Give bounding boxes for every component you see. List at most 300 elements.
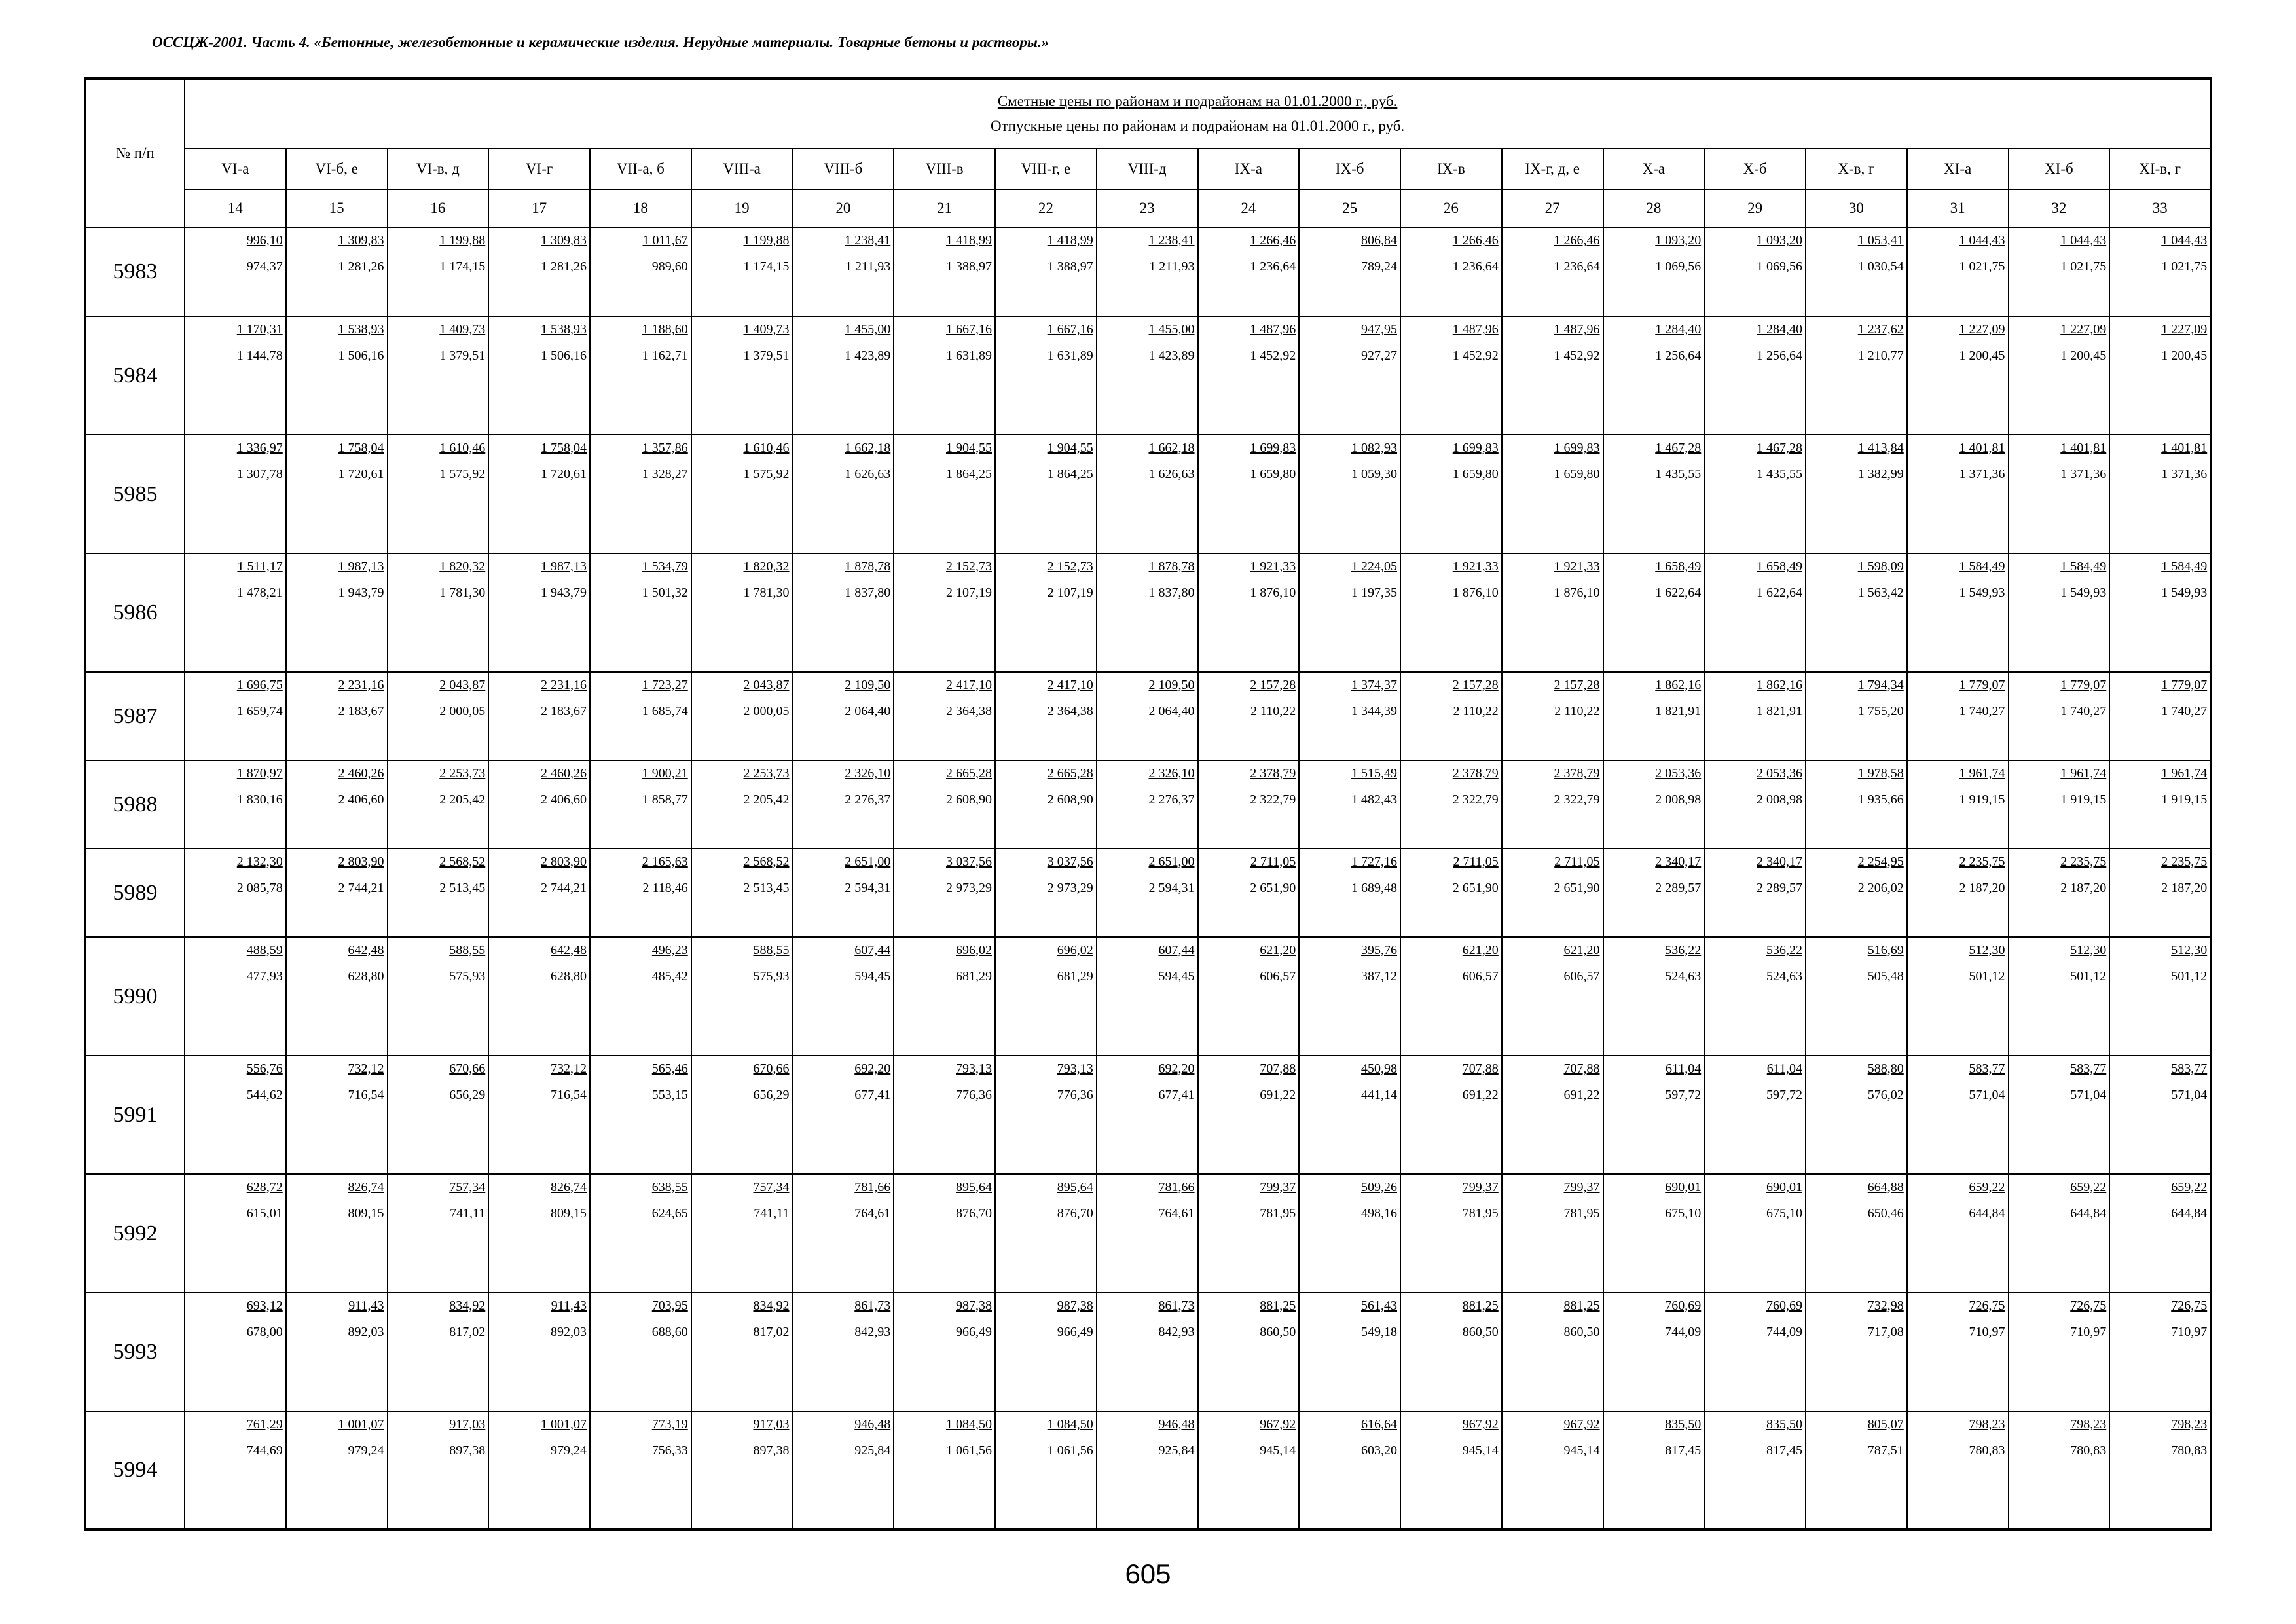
table-row — [85, 1056, 2211, 1174]
estimate-price: 2 711,05 — [1554, 855, 1600, 869]
price-cell — [995, 672, 1097, 760]
estimate-price: 1 610,46 — [439, 441, 486, 455]
price-cell — [2109, 553, 2211, 672]
price-cell — [1806, 435, 1907, 553]
price-cell — [894, 1056, 995, 1174]
region-header: XI-б — [2009, 149, 2110, 189]
estimate-price: 1 044,43 — [1959, 233, 2005, 248]
price-cell — [1704, 435, 1806, 553]
price-cell — [995, 937, 1097, 1056]
row-number: 5987 — [85, 672, 185, 760]
release-price: 1 379,51 — [439, 348, 486, 363]
release-price: 691,22 — [1260, 1088, 1296, 1102]
release-price: 2 973,29 — [946, 881, 992, 895]
price-cell — [286, 1411, 388, 1530]
estimate-price: 834,92 — [449, 1299, 486, 1313]
release-price: 1 200,45 — [2161, 348, 2208, 363]
price-cell — [286, 316, 388, 435]
release-price: 2 187,20 — [2060, 881, 2107, 895]
release-price: 2 744,21 — [338, 881, 384, 895]
release-price: 2 364,38 — [1047, 704, 1093, 718]
estimate-price: 799,37 — [1462, 1180, 1499, 1194]
table-row — [85, 672, 2211, 760]
estimate-price: 536,22 — [1766, 943, 1802, 957]
price-cell — [894, 1174, 995, 1293]
release-price: 1 030,54 — [1857, 259, 1904, 274]
price-cell — [1400, 1411, 1502, 1530]
release-price: 2 276,37 — [1148, 792, 1195, 807]
price-cell — [286, 1293, 388, 1411]
release-price: 1 919,15 — [1959, 792, 2005, 807]
column-number: 30 — [1806, 189, 1907, 227]
estimate-price: 798,23 — [2171, 1417, 2208, 1431]
estimate-price: 1 011,67 — [642, 233, 688, 248]
price-cell — [1502, 760, 1603, 849]
price-cell — [286, 227, 388, 316]
price-cell — [793, 435, 894, 553]
row-number: 5989 — [85, 849, 185, 937]
region-header: VI-б, е — [286, 149, 388, 189]
estimate-price: 895,64 — [956, 1180, 992, 1194]
price-cell — [1097, 1056, 1198, 1174]
price-cell — [1097, 1174, 1198, 1293]
price-cell — [793, 1293, 894, 1411]
release-price: 594,45 — [854, 969, 891, 984]
release-price: 1 236,64 — [1250, 259, 1296, 274]
estimate-price: 642,48 — [551, 943, 587, 957]
release-price: 2 000,05 — [743, 704, 790, 718]
price-cell — [1907, 435, 2009, 553]
estimate-price: 1 699,83 — [1250, 441, 1296, 455]
release-price: 677,41 — [854, 1088, 891, 1102]
price-cell — [1299, 672, 1400, 760]
release-price: 741,11 — [754, 1206, 790, 1221]
estimate-price: 1 758,04 — [541, 441, 587, 455]
release-price: 1 659,80 — [1452, 467, 1499, 481]
price-cell — [995, 1293, 1097, 1411]
estimate-price: 1 467,28 — [1655, 441, 1702, 455]
release-price: 1 837,80 — [1148, 585, 1195, 600]
release-price: 644,84 — [1969, 1206, 2005, 1221]
price-cell — [691, 553, 793, 672]
price-cell — [590, 435, 691, 553]
price-cell — [2009, 227, 2110, 316]
release-price: 1 864,25 — [1047, 467, 1093, 481]
price-cell — [286, 937, 388, 1056]
estimate-price: 1 662,18 — [845, 441, 891, 455]
estimate-price: 2 417,10 — [1047, 678, 1093, 692]
price-cell — [1502, 1174, 1603, 1293]
estimate-price: 1 227,09 — [2161, 322, 2208, 337]
estimate-price: 1 538,93 — [338, 322, 384, 337]
release-price: 2 183,67 — [338, 704, 384, 718]
release-price: 2 651,90 — [1250, 881, 1296, 895]
estimate-price: 1 584,49 — [1959, 559, 2005, 574]
estimate-price: 826,74 — [348, 1180, 384, 1194]
estimate-price: 781,66 — [854, 1180, 891, 1194]
price-cell — [1097, 227, 1198, 316]
release-price: 603,20 — [1361, 1443, 1397, 1458]
column-number: 18 — [590, 189, 691, 227]
estimate-price: 616,64 — [1361, 1417, 1397, 1431]
release-price: 842,93 — [854, 1325, 891, 1339]
estimate-price: 1 238,41 — [1148, 233, 1195, 248]
table-row — [85, 937, 2211, 1056]
release-price: 501,12 — [2070, 969, 2107, 984]
estimate-price: 793,13 — [1057, 1061, 1093, 1076]
price-cell — [590, 227, 691, 316]
release-price: 2 322,79 — [1554, 792, 1600, 807]
release-price: 1 626,63 — [845, 467, 891, 481]
price-cell — [2009, 553, 2110, 672]
estimate-price: 1 658,49 — [1655, 559, 1702, 574]
price-cell — [894, 316, 995, 435]
release-price: 606,57 — [1462, 969, 1499, 984]
estimate-price: 835,50 — [1665, 1417, 1702, 1431]
estimate-price: 2 651,00 — [1148, 855, 1195, 869]
release-price: 628,80 — [348, 969, 384, 984]
price-cell — [1704, 937, 1806, 1056]
release-price: 2 110,22 — [1453, 704, 1499, 718]
release-price: 1 174,15 — [743, 259, 790, 274]
estimate-price: 1 093,20 — [1757, 233, 1802, 248]
estimate-price: 1 418,99 — [946, 233, 992, 248]
price-cell — [388, 760, 489, 849]
estimate-price: 659,22 — [1969, 1180, 2005, 1194]
price-cell — [185, 316, 286, 435]
estimate-price: 2 711,05 — [1250, 855, 1296, 869]
price-cell — [1603, 227, 1705, 316]
estimate-price: 1 779,07 — [1959, 678, 2005, 692]
price-cell — [1502, 1411, 1603, 1530]
estimate-price: 1 284,40 — [1757, 322, 1802, 337]
release-price: 2 205,42 — [743, 792, 790, 807]
price-cell — [793, 553, 894, 672]
price-cell — [1603, 435, 1705, 553]
price-cell — [1400, 553, 1502, 672]
region-header: X-в, г — [1806, 149, 1907, 189]
release-price: 656,29 — [753, 1088, 790, 1102]
price-cell — [793, 227, 894, 316]
estimate-price: 732,12 — [348, 1061, 384, 1076]
release-price: 744,09 — [1665, 1325, 1702, 1339]
price-cell — [793, 1411, 894, 1530]
estimate-price: 761,29 — [246, 1417, 283, 1431]
table-row — [85, 227, 2211, 316]
price-cell — [1806, 227, 1907, 316]
release-price: 1 344,39 — [1351, 704, 1397, 718]
estimate-price: 2 235,75 — [2161, 855, 2208, 869]
release-price: 716,54 — [551, 1088, 587, 1102]
price-cell — [1400, 316, 1502, 435]
price-cell — [1400, 435, 1502, 553]
table-row — [85, 760, 2211, 849]
price-cell — [488, 553, 590, 672]
estimate-price: 1 266,46 — [1452, 233, 1499, 248]
estimate-price: 861,73 — [1158, 1299, 1195, 1313]
release-price: 1 919,15 — [2060, 792, 2107, 807]
estimate-price: 2 053,36 — [1757, 766, 1802, 781]
price-cell — [1603, 849, 1705, 937]
release-price: 1 506,16 — [338, 348, 384, 363]
price-cell — [1299, 435, 1400, 553]
price-cell — [2009, 937, 2110, 1056]
estimate-price: 1 199,88 — [439, 233, 486, 248]
column-number: 29 — [1704, 189, 1806, 227]
estimate-price: 2 378,79 — [1250, 766, 1296, 781]
release-price: 925,84 — [854, 1443, 891, 1458]
estimate-price: 583,77 — [2070, 1061, 2107, 1076]
price-cell — [488, 760, 590, 849]
estimate-price: 628,72 — [246, 1180, 283, 1194]
release-price: 1 631,89 — [946, 348, 992, 363]
price-cell — [1299, 760, 1400, 849]
estimate-price: 757,34 — [753, 1180, 790, 1194]
price-cell — [1806, 672, 1907, 760]
price-cell — [1603, 672, 1705, 760]
release-price: 781,95 — [1563, 1206, 1600, 1221]
release-price: 860,50 — [1462, 1325, 1499, 1339]
price-cell — [2109, 1411, 2211, 1530]
release-price: 776,36 — [1057, 1088, 1093, 1102]
estimate-price: 732,12 — [551, 1061, 587, 1076]
estimate-price: 2 711,05 — [1453, 855, 1499, 869]
release-price: 1 069,56 — [1655, 259, 1702, 274]
price-cell — [590, 937, 691, 1056]
price-cell — [185, 849, 286, 937]
price-cell — [995, 1056, 1097, 1174]
document-header: ОССЦЖ-2001. Часть 4. «Бетонные, железобетонные и керамические изделия. Нерудные материалы. Товарные бетоны и растворы.» — [152, 34, 1049, 50]
price-cell — [2109, 760, 2211, 849]
release-price: 1 281,26 — [338, 259, 384, 274]
estimate-price: 1 309,83 — [541, 233, 587, 248]
estimate-price: 2 378,79 — [1554, 766, 1600, 781]
price-cell — [691, 672, 793, 760]
release-price: 2 107,19 — [1047, 585, 1093, 600]
table-title — [185, 79, 2211, 149]
price-cell — [590, 1411, 691, 1530]
price-cell — [1907, 937, 2009, 1056]
estimate-price: 732,98 — [1867, 1299, 1904, 1313]
price-cell — [1097, 760, 1198, 849]
release-price: 1 659,80 — [1250, 467, 1296, 481]
column-number: 19 — [691, 189, 793, 227]
estimate-price: 967,92 — [1462, 1417, 1499, 1431]
price-cell — [1704, 316, 1806, 435]
estimate-price: 1 584,49 — [2161, 559, 2208, 574]
estimate-price: 1 227,09 — [2060, 322, 2107, 337]
release-price: 1 858,77 — [642, 792, 688, 807]
price-cell — [2109, 1056, 2211, 1174]
estimate-price: 2 157,28 — [1452, 678, 1499, 692]
price-cell — [1502, 1293, 1603, 1411]
release-price: 744,69 — [246, 1443, 283, 1458]
estimate-price: 690,01 — [1766, 1180, 1802, 1194]
price-cell — [894, 760, 995, 849]
release-price: 945,14 — [1462, 1443, 1499, 1458]
release-price: 1 549,93 — [2161, 585, 2208, 600]
price-cell — [1400, 1174, 1502, 1293]
release-price: 644,84 — [2171, 1206, 2208, 1221]
price-cell — [1806, 849, 1907, 937]
price-cell — [488, 1174, 590, 1293]
release-price: 781,95 — [1462, 1206, 1499, 1221]
estimate-price: 692,20 — [854, 1061, 891, 1076]
price-cell — [793, 316, 894, 435]
estimate-price: 967,92 — [1260, 1417, 1296, 1431]
estimate-price: 1 921,33 — [1250, 559, 1296, 574]
region-header: VI-а — [185, 149, 286, 189]
price-cell — [388, 849, 489, 937]
price-cell — [793, 672, 894, 760]
price-cell — [2109, 435, 2211, 553]
estimate-price: 583,77 — [1969, 1061, 2005, 1076]
release-price: 945,14 — [1563, 1443, 1600, 1458]
estimate-price: 1 961,74 — [2161, 766, 2208, 781]
estimate-price: 565,46 — [651, 1061, 688, 1076]
column-number-row — [85, 189, 2211, 227]
price-cell — [995, 435, 1097, 553]
price-cell — [2109, 1293, 2211, 1411]
release-price: 860,50 — [1563, 1325, 1600, 1339]
price-cell — [388, 1174, 489, 1293]
price-cell — [388, 1411, 489, 1530]
estimate-price: 1 170,31 — [236, 322, 283, 337]
release-price: 2 064,40 — [845, 704, 891, 718]
estimate-price: 2 340,17 — [1757, 855, 1802, 869]
price-cell — [1299, 1293, 1400, 1411]
release-price: 656,29 — [449, 1088, 486, 1102]
release-price: 1 382,99 — [1857, 467, 1904, 481]
release-price: 1 061,56 — [1047, 1443, 1093, 1458]
price-cell — [1704, 672, 1806, 760]
release-price: 744,09 — [1766, 1325, 1802, 1339]
release-price: 1 622,64 — [1655, 585, 1702, 600]
price-cell — [1299, 227, 1400, 316]
estimate-price: 1 266,46 — [1554, 233, 1600, 248]
release-price: 787,51 — [1867, 1443, 1904, 1458]
estimate-price: 516,69 — [1867, 943, 1904, 957]
price-cell — [1806, 1293, 1907, 1411]
estimate-price: 664,88 — [1867, 1180, 1904, 1194]
estimate-price: 1 696,75 — [236, 678, 283, 692]
estimate-price: 834,92 — [753, 1299, 790, 1313]
release-price: 945,14 — [1260, 1443, 1296, 1458]
release-price: 2 608,90 — [1047, 792, 1093, 807]
price-cell — [894, 227, 995, 316]
price-cell — [995, 227, 1097, 316]
estimate-price: 2 254,95 — [1857, 855, 1904, 869]
estimate-price: 1 238,41 — [845, 233, 891, 248]
release-price: 1 059,30 — [1351, 467, 1397, 481]
estimate-price: 2 235,75 — [2060, 855, 2107, 869]
price-cell — [1704, 1056, 1806, 1174]
release-price: 594,45 — [1158, 969, 1195, 984]
estimate-price: 799,37 — [1563, 1180, 1600, 1194]
estimate-price: 1 084,50 — [946, 1417, 992, 1431]
release-price: 979,24 — [348, 1443, 384, 1458]
release-price: 2 205,42 — [439, 792, 486, 807]
release-price: 897,38 — [449, 1443, 486, 1458]
estimate-price: 496,23 — [651, 943, 688, 957]
estimate-price: 2 231,16 — [541, 678, 587, 692]
price-cell — [1603, 760, 1705, 849]
estimate-price: 2 043,87 — [743, 678, 790, 692]
release-price: 2 744,21 — [541, 881, 587, 895]
estimate-price: 2 803,90 — [541, 855, 587, 869]
release-price: 2 594,31 — [1148, 881, 1195, 895]
release-price: 1 371,36 — [2060, 467, 2107, 481]
release-price: 387,12 — [1361, 969, 1397, 984]
price-cell — [1400, 760, 1502, 849]
release-price: 1 021,75 — [1959, 259, 2005, 274]
estimate-price: 996,10 — [246, 233, 283, 248]
row-number: 5986 — [85, 553, 185, 672]
region-header: IX-г, д, е — [1502, 149, 1603, 189]
release-price: 501,12 — [2171, 969, 2208, 984]
release-price: 1 256,64 — [1757, 348, 1802, 363]
release-price: 1 837,80 — [845, 585, 891, 600]
estimate-price: 536,22 — [1665, 943, 1702, 957]
price-cell — [1097, 553, 1198, 672]
price-cell — [1502, 1056, 1603, 1174]
estimate-price: 1 227,09 — [1959, 322, 2005, 337]
estimate-price: 726,75 — [1969, 1299, 2005, 1313]
release-price: 1 689,48 — [1351, 881, 1397, 895]
estimate-price: 1 284,40 — [1655, 322, 1702, 337]
price-cell — [590, 1293, 691, 1411]
release-price: 2 206,02 — [1857, 881, 1904, 895]
estimate-price: 1 409,73 — [439, 322, 486, 337]
price-cell — [488, 435, 590, 553]
release-price: 1 388,97 — [946, 259, 992, 274]
release-price: 1 720,61 — [541, 467, 587, 481]
price-cell — [185, 937, 286, 1056]
table-row — [85, 316, 2211, 435]
estimate-price: 917,03 — [449, 1417, 486, 1431]
price-cell — [1704, 553, 1806, 672]
price-cell — [590, 1174, 691, 1293]
release-price: 2 276,37 — [845, 792, 891, 807]
region-header: X-а — [1603, 149, 1705, 189]
price-cell — [1400, 227, 1502, 316]
table-row — [85, 553, 2211, 672]
price-cell — [1907, 227, 2009, 316]
estimate-price: 826,74 — [551, 1180, 587, 1194]
release-price: 624,65 — [651, 1206, 688, 1221]
estimate-price: 1 794,34 — [1857, 678, 1904, 692]
estimate-price: 607,44 — [1158, 943, 1195, 957]
price-cell — [1502, 553, 1603, 672]
estimate-price: 806,84 — [1361, 233, 1397, 248]
estimate-price: 1 082,93 — [1351, 441, 1397, 455]
row-number: 5993 — [85, 1293, 185, 1411]
release-price: 1 069,56 — [1757, 259, 1802, 274]
estimate-price: 1 662,18 — [1148, 441, 1195, 455]
price-cell — [995, 760, 1097, 849]
estimate-price: 1 862,16 — [1655, 678, 1702, 692]
estimate-price: 1 870,97 — [236, 766, 283, 781]
price-cell — [2009, 672, 2110, 760]
estimate-price: 2 231,16 — [338, 678, 384, 692]
release-price: 1 876,10 — [1554, 585, 1600, 600]
estimate-price: 509,26 — [1361, 1180, 1397, 1194]
table-body — [85, 227, 2211, 1530]
price-cell — [388, 435, 489, 553]
release-price: 817,02 — [753, 1325, 790, 1339]
estimate-price: 2 109,50 — [1148, 678, 1195, 692]
release-price: 1 659,74 — [236, 704, 283, 718]
